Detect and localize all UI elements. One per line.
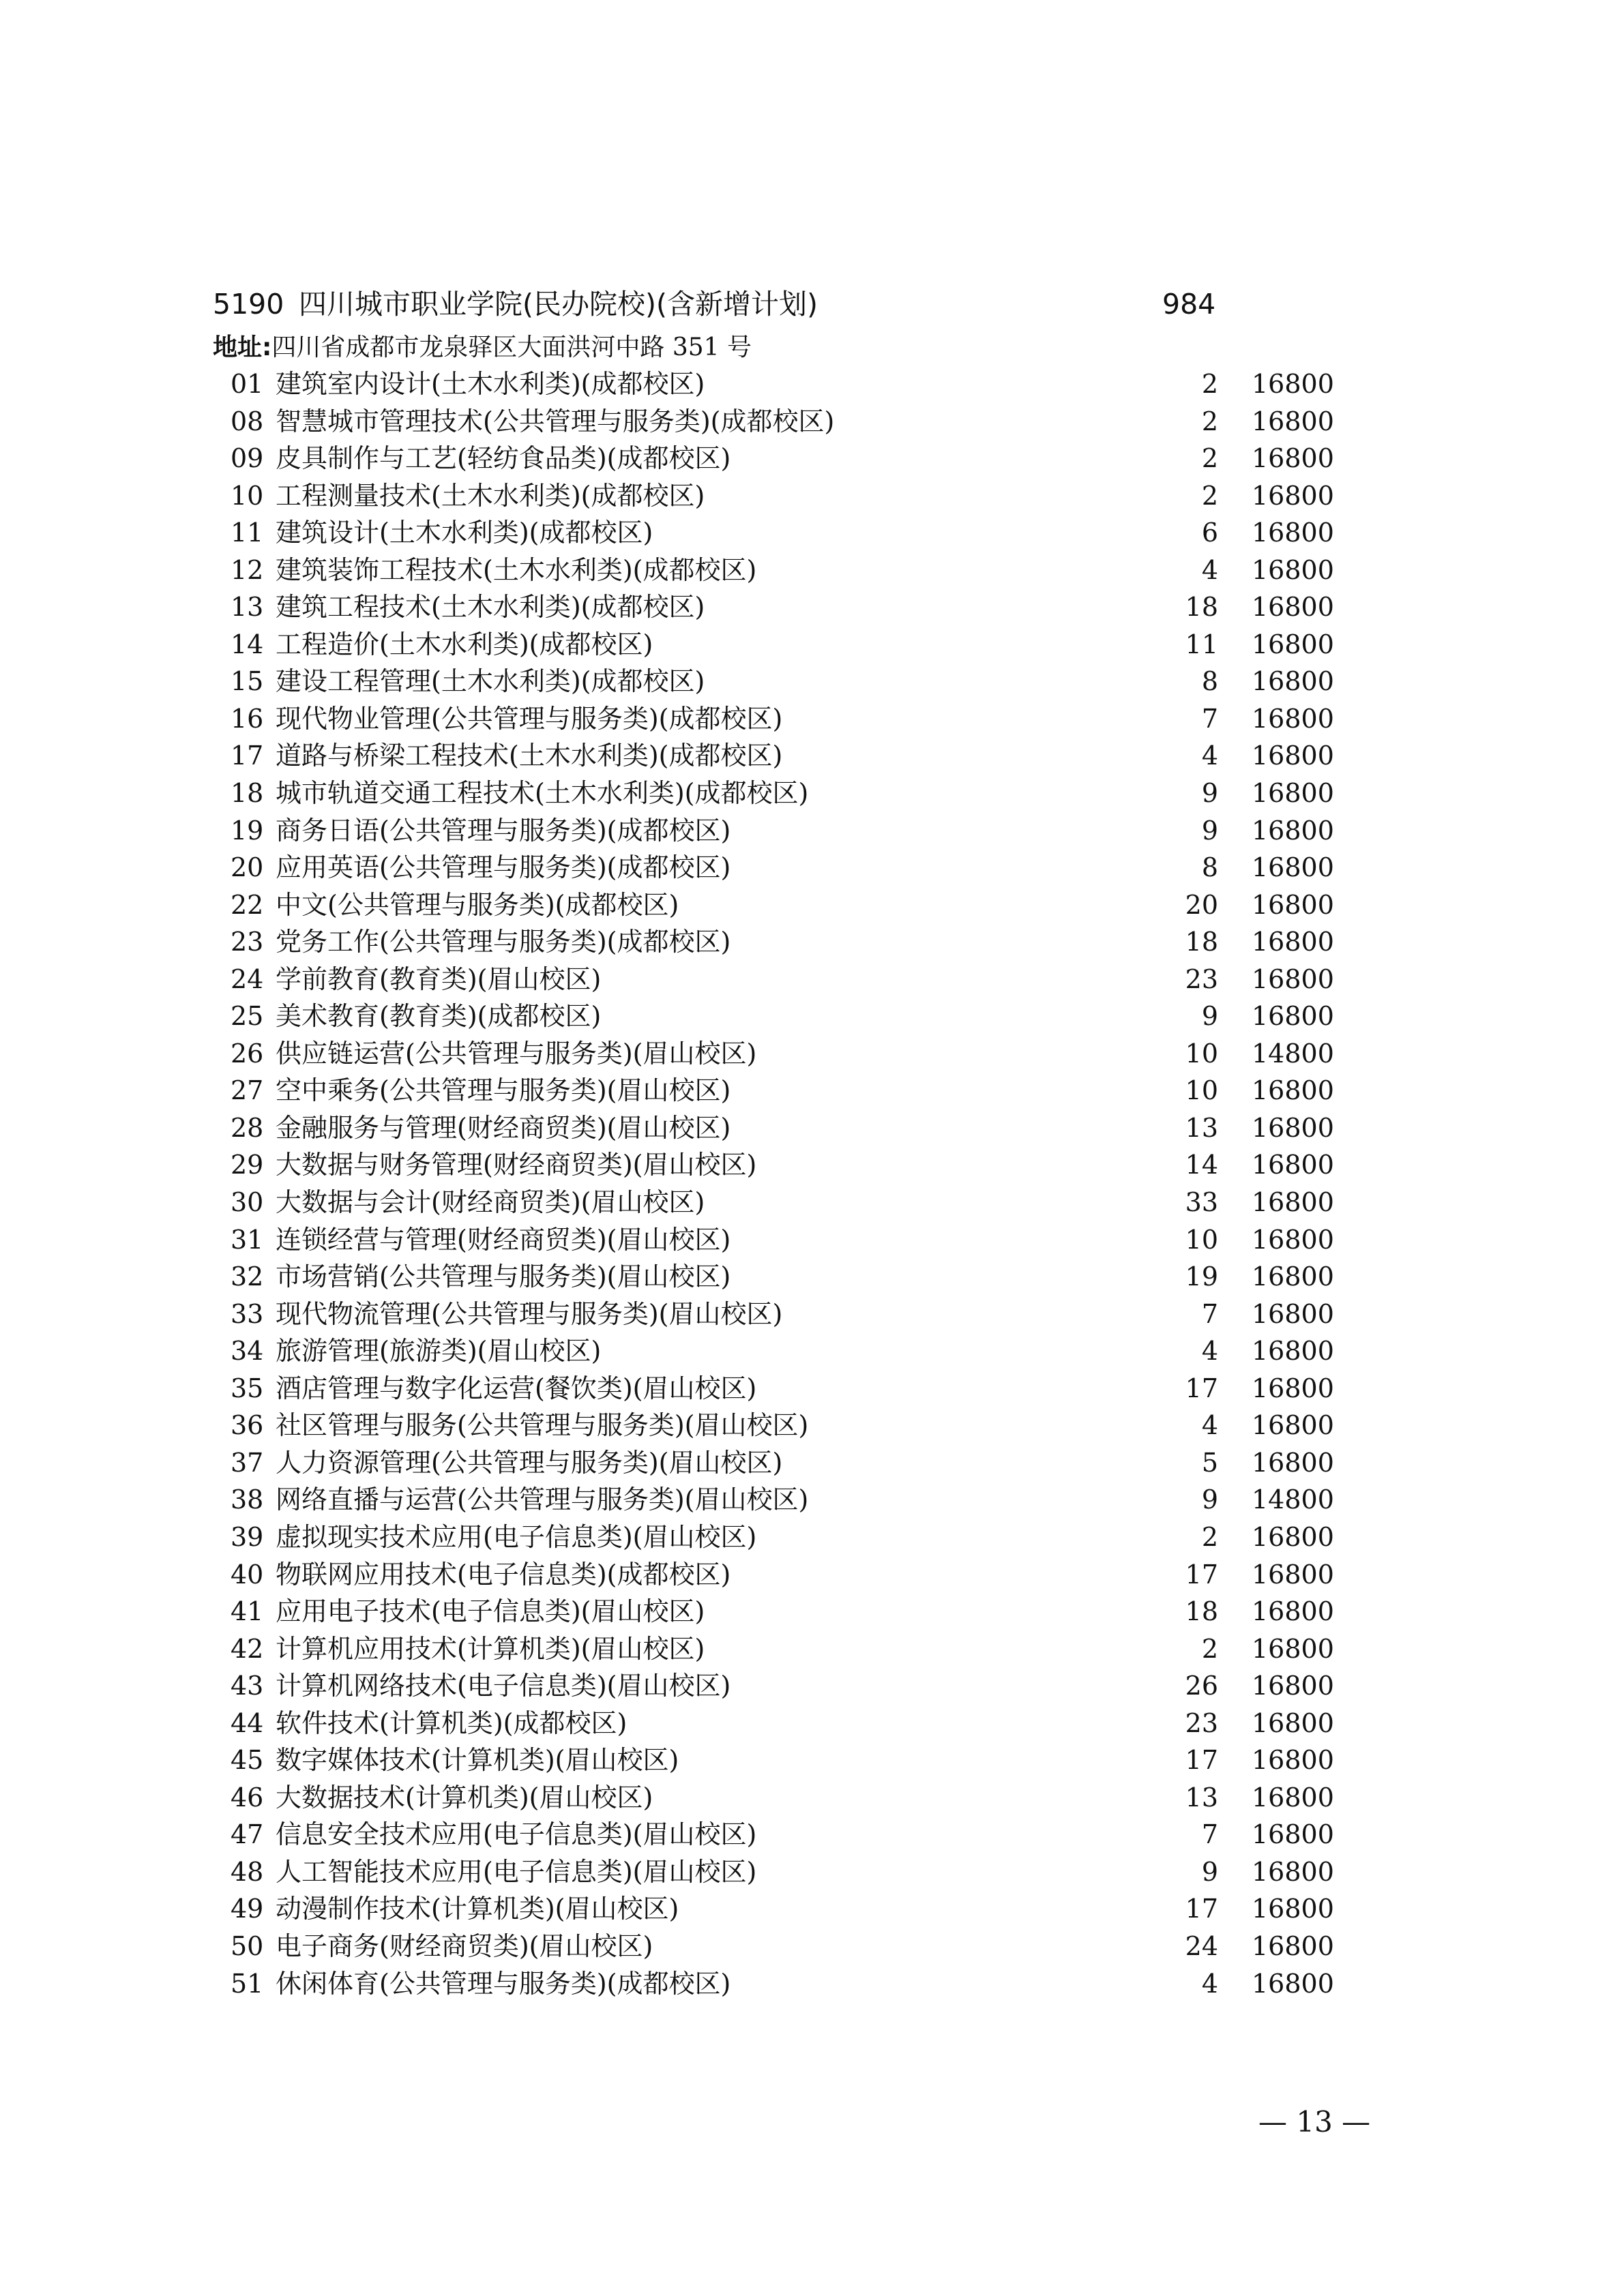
tuition-fee: 16800 [1252,815,1334,846]
major-row [0,1965,1624,2003]
major-row [0,1258,1624,1296]
tuition-fee: 16800 [1252,554,1334,585]
major-name: 酒店管理与数字化运营(餐饮类)(眉山校区) [276,1373,757,1403]
major-row [0,440,1624,477]
major-name: 计算机网络技术(电子信息类)(眉山校区) [276,1671,731,1701]
major-name: 动漫制作技术(计算机类)(眉山校区) [276,1894,679,1924]
plan-count: 20 [1185,889,1218,920]
major-row [0,961,1624,998]
major-row [0,1481,1624,1519]
major-row [0,1593,1624,1630]
major-name: 现代物业管理(公共管理与服务类)(成都校区) [276,703,783,734]
tuition-fee: 16800 [1252,1596,1334,1627]
major-row [0,1109,1624,1147]
major-row [0,1184,1624,1221]
major-name: 工程造价(土木水利类)(成都校区) [276,629,653,659]
major-name: 智慧城市管理技术(公共管理与服务类)(成都校区) [276,406,835,436]
tuition-fee: 14800 [1252,1038,1334,1069]
major-code: 08 [231,406,264,436]
plan-count: 19 [1185,1262,1218,1292]
major-name: 网络直播与运营(公共管理与服务类)(眉山校区) [276,1485,809,1515]
major-row [0,1072,1624,1109]
plan-count: 23 [1185,964,1218,994]
plan-count: 9 [1201,1856,1218,1887]
major-name: 计算机应用技术(计算机类)(眉山校区) [276,1633,705,1664]
plan-count: 13 [1185,1782,1218,1813]
major-code: 26 [231,1038,264,1069]
tuition-fee: 16800 [1252,703,1334,734]
major-name: 连锁经营与管理(财经商贸类)(眉山校区) [276,1224,731,1255]
major-row [0,1444,1624,1482]
major-code: 48 [231,1856,264,1887]
tuition-fee: 16800 [1252,741,1334,771]
major-row [0,775,1624,812]
tuition-fee: 16800 [1252,1298,1334,1329]
plan-count: 26 [1185,1671,1218,1701]
major-row [0,737,1624,775]
major-row [0,1816,1624,1853]
major-name: 应用英语(公共管理与服务类)(成都校区) [276,852,731,883]
tuition-fee: 16800 [1252,1224,1334,1255]
plan-count: 9 [1201,815,1218,846]
plan-count: 9 [1201,778,1218,809]
major-list [0,366,1624,2002]
major-row [0,998,1624,1035]
major-name: 金融服务与管理(财经商贸类)(眉山校区) [276,1112,731,1143]
major-code: 13 [231,592,264,623]
plan-count: 17 [1185,1373,1218,1403]
major-name: 中文(公共管理与服务类)(成都校区) [276,889,679,920]
plan-count: 9 [1201,1485,1218,1515]
major-code: 47 [231,1819,264,1850]
plan-count: 6 [1201,518,1218,548]
major-name: 社区管理与服务(公共管理与服务类)(眉山校区) [276,1410,809,1441]
major-code: 25 [231,1001,264,1032]
major-code: 43 [231,1671,264,1701]
major-code: 09 [231,443,264,474]
tuition-fee: 16800 [1252,592,1334,623]
tuition-fee: 16800 [1252,1745,1334,1776]
major-name: 市场营销(公共管理与服务类)(眉山校区) [276,1262,731,1292]
tuition-fee: 16800 [1252,1150,1334,1180]
tuition-fee: 16800 [1252,1447,1334,1478]
major-row [0,812,1624,850]
tuition-fee: 16800 [1252,1856,1334,1887]
tuition-fee: 16800 [1252,406,1334,436]
major-code: 29 [231,1150,264,1180]
major-code: 51 [231,1968,264,1999]
plan-count: 4 [1201,1968,1218,1999]
plan-count: 18 [1185,592,1218,623]
major-row [0,663,1624,700]
major-name: 休闲体育(公共管理与服务类)(成都校区) [276,1968,731,1999]
major-name: 党务工作(公共管理与服务类)(成都校区) [276,927,731,957]
major-row [0,1035,1624,1073]
major-row [0,552,1624,589]
plan-count: 2 [1201,406,1218,436]
tuition-fee: 16800 [1252,1262,1334,1292]
institution-address [213,330,752,366]
major-name: 数字媒体技术(计算机类)(眉山校区) [276,1745,679,1776]
major-row [0,886,1624,924]
plan-count: 14 [1185,1150,1218,1180]
tuition-fee: 16800 [1252,778,1334,809]
major-code: 36 [231,1410,264,1441]
plan-count: 7 [1201,703,1218,734]
tuition-fee: 14800 [1252,1485,1334,1515]
tuition-fee: 16800 [1252,518,1334,548]
major-code: 37 [231,1447,264,1478]
major-name: 现代物流管理(公共管理与服务类)(眉山校区) [276,1298,783,1329]
major-name: 旅游管理(旅游类)(眉山校区) [276,1336,602,1367]
major-row [0,1146,1624,1184]
major-row [0,1667,1624,1705]
major-code: 27 [231,1075,264,1106]
tuition-fee: 16800 [1252,1894,1334,1924]
major-name: 建筑室内设计(土木水利类)(成都校区) [276,369,705,399]
major-row [0,1332,1624,1370]
tuition-fee: 16800 [1252,1559,1334,1590]
major-code: 45 [231,1745,264,1776]
plan-count: 18 [1185,927,1218,957]
tuition-fee: 16800 [1252,1819,1334,1850]
address-value: 四川省成都市龙泉驿区大面洪河中路 351 号 [271,333,752,361]
major-code: 24 [231,964,264,994]
major-code: 16 [231,703,264,734]
major-row [0,1221,1624,1259]
page-number: — 13 — [1258,2105,1371,2138]
tuition-fee: 16800 [1252,852,1334,883]
major-name: 供应链运营(公共管理与服务类)(眉山校区) [276,1038,757,1069]
plan-count: 2 [1201,369,1218,399]
plan-count: 17 [1185,1559,1218,1590]
tuition-fee: 16800 [1252,666,1334,697]
tuition-fee: 16800 [1252,629,1334,659]
major-row [0,1928,1624,1965]
major-row [0,366,1624,403]
plan-count: 2 [1201,1633,1218,1664]
plan-count: 11 [1185,629,1218,659]
institution-name: 四川城市职业学院(民办院校)(含新增计划) [299,288,818,320]
major-code: 39 [231,1521,264,1552]
major-row [0,1705,1624,1742]
major-row [0,626,1624,664]
major-code: 40 [231,1559,264,1590]
address-label: 地址: [213,333,272,361]
major-name: 应用电子技术(电子信息类)(眉山校区) [276,1596,705,1627]
major-name: 大数据技术(计算机类)(眉山校区) [276,1782,653,1813]
major-name: 美术教育(教育类)(成都校区) [276,1001,602,1032]
plan-count: 9 [1201,1001,1218,1032]
tuition-fee: 16800 [1252,964,1334,994]
plan-count: 7 [1201,1298,1218,1329]
major-row [0,923,1624,961]
major-row [0,1296,1624,1333]
tuition-fee: 16800 [1252,1336,1334,1367]
major-name: 建筑工程技术(土木水利类)(成都校区) [276,592,705,623]
tuition-fee: 16800 [1252,443,1334,474]
tuition-fee: 16800 [1252,1633,1334,1664]
major-row [0,1556,1624,1594]
major-row [0,1890,1624,1928]
major-name: 道路与桥梁工程技术(土木水利类)(成都校区) [276,741,783,771]
major-code: 22 [231,889,264,920]
major-row [0,1779,1624,1817]
major-code: 49 [231,1894,264,1924]
major-name: 建设工程管理(土木水利类)(成都校区) [276,666,705,697]
tuition-fee: 16800 [1252,1075,1334,1106]
major-name: 电子商务(财经商贸类)(眉山校区) [276,1930,653,1961]
major-code: 50 [231,1930,264,1961]
major-code: 35 [231,1373,264,1403]
plan-count: 4 [1201,741,1218,771]
major-name: 皮具制作与工艺(轻纺食品类)(成都校区) [276,443,731,474]
major-row [0,1519,1624,1556]
plan-count: 5 [1201,1447,1218,1478]
major-code: 31 [231,1224,264,1255]
tuition-fee: 16800 [1252,1968,1334,1999]
major-code: 23 [231,927,264,957]
major-row [0,588,1624,626]
major-name: 人工智能技术应用(电子信息类)(眉山校区) [276,1856,757,1887]
tuition-fee: 16800 [1252,1410,1334,1441]
major-row [0,1370,1624,1407]
plan-count: 33 [1185,1187,1218,1218]
major-name: 建筑设计(土木水利类)(成都校区) [276,518,653,548]
plan-count: 17 [1185,1745,1218,1776]
major-code: 30 [231,1187,264,1218]
major-name: 大数据与财务管理(财经商贸类)(眉山校区) [276,1150,757,1180]
major-code: 41 [231,1596,264,1627]
tuition-fee: 16800 [1252,1112,1334,1143]
major-name: 信息安全技术应用(电子信息类)(眉山校区) [276,1819,757,1850]
major-code: 28 [231,1112,264,1143]
major-row [0,1853,1624,1891]
plan-count: 13 [1185,1112,1218,1143]
major-code: 15 [231,666,264,697]
major-name: 人力资源管理(公共管理与服务类)(眉山校区) [276,1447,783,1478]
major-name: 软件技术(计算机类)(成都校区) [276,1708,628,1738]
major-row [0,1742,1624,1779]
major-row [0,403,1624,441]
institution-code: 5190 [213,288,284,320]
tuition-fee: 16800 [1252,1782,1334,1813]
plan-count: 10 [1185,1038,1218,1069]
plan-count: 8 [1201,666,1218,697]
tuition-fee: 16800 [1252,1521,1334,1552]
major-name: 物联网应用技术(电子信息类)(成都校区) [276,1559,731,1590]
plan-count: 2 [1201,480,1218,511]
major-name: 学前教育(教育类)(眉山校区) [276,964,602,994]
major-code: 12 [231,554,264,585]
major-row [0,849,1624,886]
tuition-fee: 16800 [1252,1930,1334,1961]
major-code: 32 [231,1262,264,1292]
plan-count: 23 [1185,1708,1218,1738]
plan-count: 10 [1185,1075,1218,1106]
major-row [0,1407,1624,1444]
major-code: 17 [231,741,264,771]
plan-count: 10 [1185,1224,1218,1255]
major-row [0,514,1624,552]
tuition-fee: 16800 [1252,1671,1334,1701]
major-code: 01 [231,369,264,399]
institution-total-plan: 984 [1162,288,1216,320]
tuition-fee: 16800 [1252,1001,1334,1032]
major-code: 38 [231,1485,264,1515]
major-name: 工程测量技术(土木水利类)(成都校区) [276,480,705,511]
plan-count: 7 [1201,1819,1218,1850]
plan-count: 24 [1185,1930,1218,1961]
major-code: 46 [231,1782,264,1813]
major-code: 34 [231,1336,264,1367]
plan-count: 2 [1201,443,1218,474]
tuition-fee: 16800 [1252,1187,1334,1218]
major-name: 商务日语(公共管理与服务类)(成都校区) [276,815,731,846]
major-code: 44 [231,1708,264,1738]
plan-count: 17 [1185,1894,1218,1924]
major-name: 虚拟现实技术应用(电子信息类)(眉山校区) [276,1521,757,1552]
major-code: 20 [231,852,264,883]
major-code: 33 [231,1298,264,1329]
major-code: 14 [231,629,264,659]
plan-count: 18 [1185,1596,1218,1627]
major-name: 大数据与会计(财经商贸类)(眉山校区) [276,1187,705,1218]
major-code: 10 [231,480,264,511]
major-name: 城市轨道交通工程技术(土木水利类)(成都校区) [276,778,809,809]
institution-header [213,285,1236,323]
major-code: 18 [231,778,264,809]
major-row [0,1630,1624,1668]
major-code: 11 [231,518,264,548]
plan-count: 4 [1201,554,1218,585]
plan-count: 4 [1201,1410,1218,1441]
tuition-fee: 16800 [1252,889,1334,920]
tuition-fee: 16800 [1252,1373,1334,1403]
tuition-fee: 16800 [1252,369,1334,399]
tuition-fee: 16800 [1252,480,1334,511]
plan-count: 2 [1201,1521,1218,1552]
major-code: 19 [231,815,264,846]
major-row [0,477,1624,515]
tuition-fee: 16800 [1252,1708,1334,1738]
major-row [0,700,1624,738]
plan-count: 4 [1201,1336,1218,1367]
major-name: 空中乘务(公共管理与服务类)(眉山校区) [276,1075,731,1106]
major-name: 建筑装饰工程技术(土木水利类)(成都校区) [276,554,757,585]
tuition-fee: 16800 [1252,927,1334,957]
major-code: 42 [231,1633,264,1664]
plan-count: 8 [1201,852,1218,883]
